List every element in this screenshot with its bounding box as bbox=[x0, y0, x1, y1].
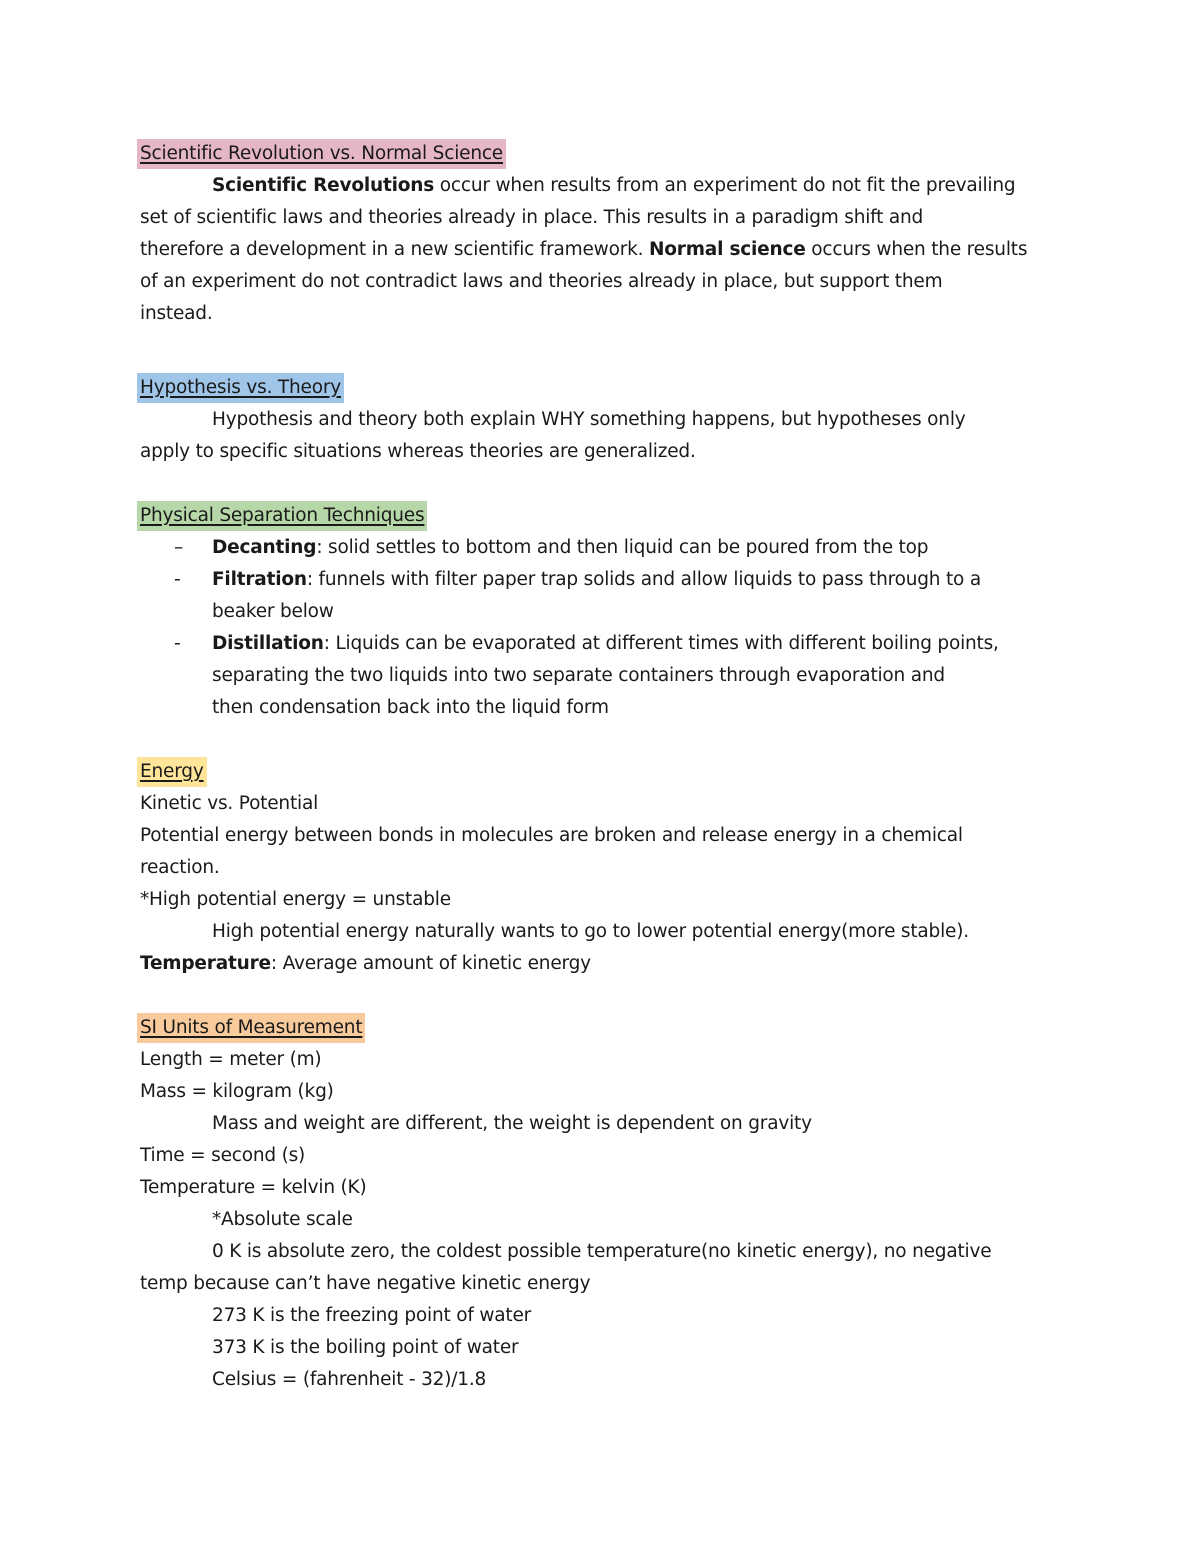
list-item-filtration bbox=[140, 564, 1065, 628]
paragraph-line: 0 K is absolute zero, the coldest possible temperature(no kinetic energy), no negative bbox=[212, 1241, 992, 1262]
list-item-distillation bbox=[140, 628, 1065, 724]
list-item-text: : solid settles to bottom and then liquid can be poured from the top bbox=[316, 537, 929, 558]
heading-separation: Physical Separation Techniques bbox=[137, 501, 427, 531]
paragraph-line: 273 K is the freezing point of water bbox=[212, 1305, 532, 1326]
paragraph-line: of an experiment do not contradict laws and theories already in place, but support them bbox=[140, 271, 943, 292]
bullet-dash: - bbox=[174, 633, 181, 654]
separation-list bbox=[140, 532, 1065, 724]
heading-revolution: Scientific Revolution vs. Normal Science bbox=[137, 139, 506, 169]
list-item-decanting bbox=[140, 532, 1065, 564]
heading-hypothesis: Hypothesis vs. Theory bbox=[137, 373, 344, 403]
list-item-text: : funnels with filter paper trap solids and allow liquids to pass through to a bbox=[306, 569, 981, 590]
heading-si-units: SI Units of Measurement bbox=[137, 1013, 365, 1043]
paragraph-text: : Average amount of kinetic energy bbox=[270, 953, 591, 974]
list-item-text: beaker below bbox=[212, 601, 334, 622]
section-separation bbox=[140, 500, 1065, 532]
paragraph-line: Mass and weight are different, the weight is dependent on gravity bbox=[212, 1113, 812, 1134]
paragraph-line: Temperature = kelvin (K) bbox=[140, 1177, 367, 1198]
section-hypothesis bbox=[140, 372, 1065, 404]
term-scientific-revolutions: Scientific Revolutions bbox=[212, 175, 435, 196]
spacer bbox=[140, 468, 1065, 500]
paragraph-line: Length = meter (m) bbox=[140, 1049, 322, 1070]
paragraph-line: instead. bbox=[140, 303, 213, 324]
paragraph-line: Time = second (s) bbox=[140, 1145, 306, 1166]
paragraph-line: 373 K is the boiling point of water bbox=[212, 1337, 519, 1358]
term-filtration: Filtration bbox=[212, 569, 307, 590]
term-distillation: Distillation bbox=[212, 633, 324, 654]
heading-energy: Energy bbox=[137, 757, 207, 787]
paragraph-line: High potential energy naturally wants to go to lower potential energy(more stable). bbox=[212, 921, 969, 942]
spacer bbox=[140, 330, 1065, 362]
bullet-dash: - bbox=[174, 569, 181, 590]
paragraph-line: reaction. bbox=[140, 857, 220, 878]
section-energy bbox=[140, 756, 1065, 788]
notes-page bbox=[140, 138, 1065, 1396]
paragraph-line: *High potential energy = unstable bbox=[140, 889, 451, 910]
paragraph-line bbox=[140, 170, 1065, 202]
list-item-text: separating the two liquids into two separate containers through evaporation and bbox=[212, 665, 945, 686]
term-normal-science: Normal science bbox=[649, 239, 806, 260]
paragraph-text: occurs when the results bbox=[805, 239, 1028, 260]
paragraph-line bbox=[140, 234, 1065, 266]
list-item-text: : Liquids can be evaporated at different times with different boiling points, bbox=[323, 633, 999, 654]
paragraph-line: temp because can’t have negative kinetic energy bbox=[140, 1273, 591, 1294]
paragraph-line: set of scientific laws and theories already in place. This results in a paradigm shift and bbox=[140, 207, 924, 228]
section-revolution bbox=[140, 138, 1065, 170]
paragraph-line: Celsius = (fahrenheit - 32)/1.8 bbox=[212, 1369, 487, 1390]
term-temperature: Temperature bbox=[140, 953, 271, 974]
paragraph-text: therefore a development in a new scientific framework. bbox=[140, 239, 649, 260]
paragraph-text: occur when results from an experiment do not fit the prevailing bbox=[434, 175, 1016, 196]
paragraph-line: Mass = kilogram (kg) bbox=[140, 1081, 334, 1102]
paragraph-line: apply to specific situations whereas theories are generalized. bbox=[140, 441, 696, 462]
list-item-text: then condensation back into the liquid form bbox=[212, 697, 609, 718]
paragraph-line: Hypothesis and theory both explain WHY something happens, but hypotheses only bbox=[212, 409, 966, 430]
term-decanting: Decanting bbox=[212, 537, 317, 558]
spacer bbox=[140, 980, 1065, 1012]
spacer bbox=[140, 724, 1065, 756]
paragraph-line bbox=[140, 948, 1065, 980]
paragraph-line: *Absolute scale bbox=[212, 1209, 353, 1230]
bullet-dash: – bbox=[174, 537, 184, 558]
paragraph-line: Kinetic vs. Potential bbox=[140, 793, 319, 814]
paragraph-line: Potential energy between bonds in molecules are broken and release energy in a chemical bbox=[140, 825, 963, 846]
section-si-units bbox=[140, 1012, 1065, 1044]
